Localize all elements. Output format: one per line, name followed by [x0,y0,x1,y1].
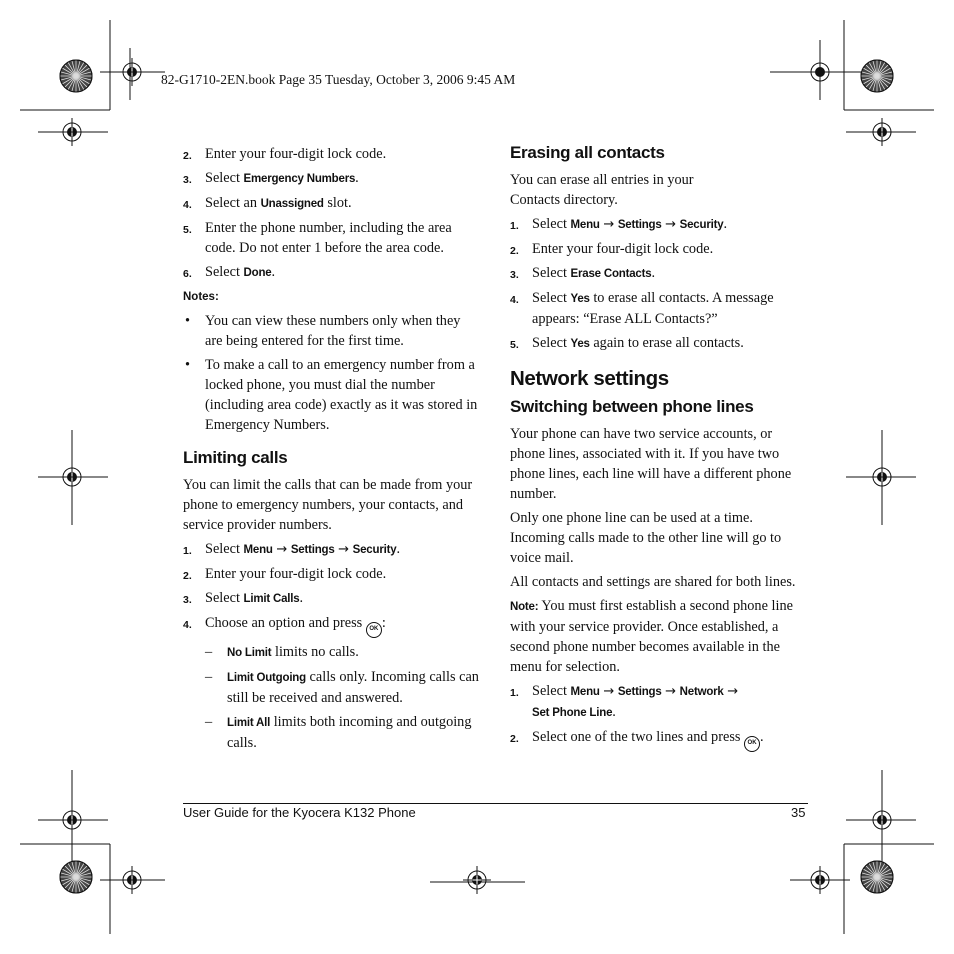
option-no-limit [183,642,479,663]
note-bullet [183,355,479,435]
page-number: 35 [791,805,806,820]
notes-label: Notes: [183,291,219,303]
arrow-icon: → [727,684,739,699]
bullet-icon: • [185,313,191,329]
step-text: Select [532,290,571,306]
step-number: 1. [183,545,192,557]
menu-item-label: Unassigned [260,198,324,210]
switching-paragraph-1: Your phone can have two service accounts, or phone lines, associated with it. If you have two phone lines, each line will have a different phone number. [510,426,792,502]
step-number: 3. [183,174,192,186]
step-text: Select [205,264,244,280]
limit-step-2 [183,564,479,584]
step-number: 1. [510,220,519,232]
menu-item-label: Erase Contacts [570,268,652,280]
step-text: Select an [205,195,261,211]
erase-step-2 [510,239,810,259]
step-number: 4. [510,294,519,306]
step-number: 5. [510,339,519,351]
arrow-icon: → [603,684,615,699]
network-settings-heading: Network settings [510,367,669,390]
option-text: calls only. Incoming calls can still be received and answered. [227,669,479,706]
step-text: . [760,729,764,745]
step-4 [183,193,479,214]
dash-marker: – [205,644,213,660]
menu-item-label: Menu [243,544,273,556]
menu-item-label: Menu [570,219,600,231]
step-text: . [651,265,656,281]
limit-step-4 [183,613,479,638]
step-text: Select [532,683,571,699]
step-text: . [723,216,728,232]
step-2 [183,144,479,164]
step-text: Enter your four-digit lock code. [205,566,387,582]
switching-lines-heading: Switching between phone lines [510,397,754,416]
step-number: 1. [510,687,519,699]
limit-step-1 [183,539,479,560]
step-number: 3. [183,594,192,606]
menu-item-label: Limit Calls [243,593,300,605]
option-limit-outgoing [183,667,479,708]
step-text: Select [205,541,244,557]
step-number: 4. [183,199,192,211]
menu-item-label: Set Phone Line [532,707,613,719]
step-number: 2. [510,245,519,257]
step-text: . [271,264,276,280]
erasing-contacts-heading: Erasing all contacts [510,143,665,162]
option-text: limits both incoming and outgoing calls. [227,714,472,751]
step-number: 5. [183,224,192,236]
step-text: . [299,590,304,606]
option-label: Limit All [227,717,271,729]
arrow-icon: → [665,684,677,699]
note-text: To make a call to an emergency number from a locked phone, you must dial the number (including area code) exactly as it was stored in Emergency Numbers. [205,357,478,433]
step-text: . [396,541,401,557]
note-text: You must first establish a second phone line with your service provider. Once established, a second phone number becomes available in the menu for selection. [510,598,793,675]
step-text: . [355,170,359,186]
step-text: slot. [323,195,352,211]
print-slug: 82-G1710-2EN.book Page 35 Tuesday, October 3, 2006 9:45 AM [161,72,516,87]
step-text: Choose an option and press [205,615,366,631]
option-label: Limit Outgoing [227,672,306,684]
step-text: Enter the phone number, including the area code. Do not enter 1 before the area code. [205,220,452,256]
erase-step-5 [510,333,810,354]
menu-item-label: Security [352,544,397,556]
step-text: Select [532,335,571,351]
ok-key-icon: OK [366,622,382,638]
step-number: 4. [183,619,192,631]
step-number: 2. [510,733,519,745]
step-number: 2. [183,570,192,582]
menu-item-label: Security [679,219,724,231]
ok-key-icon: OK [744,736,760,752]
step-text: : [381,615,386,631]
step-5 [183,218,479,258]
erase-step-3 [510,263,810,284]
step-text: Select [532,216,571,232]
footer-title: User Guide for the Kyocera K132 Phone [183,805,416,820]
arrow-icon: → [665,217,677,232]
option-label: No Limit [227,647,272,659]
step-text: Select [532,265,571,281]
step-number: 2. [183,150,192,162]
erase-step-4 [510,288,810,329]
dash-marker: – [205,714,213,730]
menu-item-label: Settings [290,544,335,556]
limiting-calls-heading: Limiting calls [183,448,288,467]
footer-rule [183,803,808,804]
menu-item-label: Settings [617,686,662,698]
option-limit-all [183,712,479,753]
step-number: 3. [510,269,519,281]
left-column [183,144,479,757]
menu-item-label: Settings [617,219,662,231]
erasing-contacts-intro: You can erase all entries in your Contacts directory. [510,172,694,208]
right-column [510,142,810,756]
net-step-2 [510,727,810,752]
menu-item-label: Done [243,267,272,279]
net-step-1 [510,681,810,723]
switching-paragraph-2: Only one phone line can be used at a time. Incoming calls made to the other line will go to voice mail. [510,510,782,566]
step-6 [183,262,479,283]
step-text: . [612,704,616,720]
step-3 [183,168,479,189]
menu-item-label: Yes [570,293,590,305]
step-text: Select one of the two lines and press [532,729,745,745]
step-text: Enter your four-digit lock code. [205,146,387,162]
limiting-calls-intro: You can limit the calls that can be made from your phone to emergency numbers, your contacts, and service provider numbers. [183,477,473,533]
step-text: Select [205,170,244,186]
limit-step-3 [183,588,479,609]
bullet-icon: • [185,357,191,373]
arrow-icon: → [603,217,615,232]
menu-item-label: Yes [570,338,590,350]
step-text: Select [205,590,244,606]
note-bullet [183,311,479,351]
note-text: You can view these numbers only when they are being entered for the first time. [205,313,461,349]
menu-item-label: Network [679,686,724,698]
menu-item-label: Menu [570,686,600,698]
erase-step-1 [510,214,810,235]
arrow-icon: → [276,542,288,557]
step-text: Enter your four-digit lock code. [532,241,714,257]
step-number: 6. [183,268,192,280]
arrow-icon: → [338,542,350,557]
option-text: limits no calls. [271,644,359,660]
menu-item-label: Emergency Numbers [243,173,356,185]
dash-marker: – [205,669,213,685]
step-text: again to erase all contacts. [589,335,744,351]
step-text: to erase all contacts. A message appears: “Erase ALL Contacts?” [532,290,774,327]
note-label: Note: [510,601,539,613]
note-paragraph [510,596,810,677]
switching-paragraph-3: All contacts and settings are shared for both lines. [510,574,796,590]
